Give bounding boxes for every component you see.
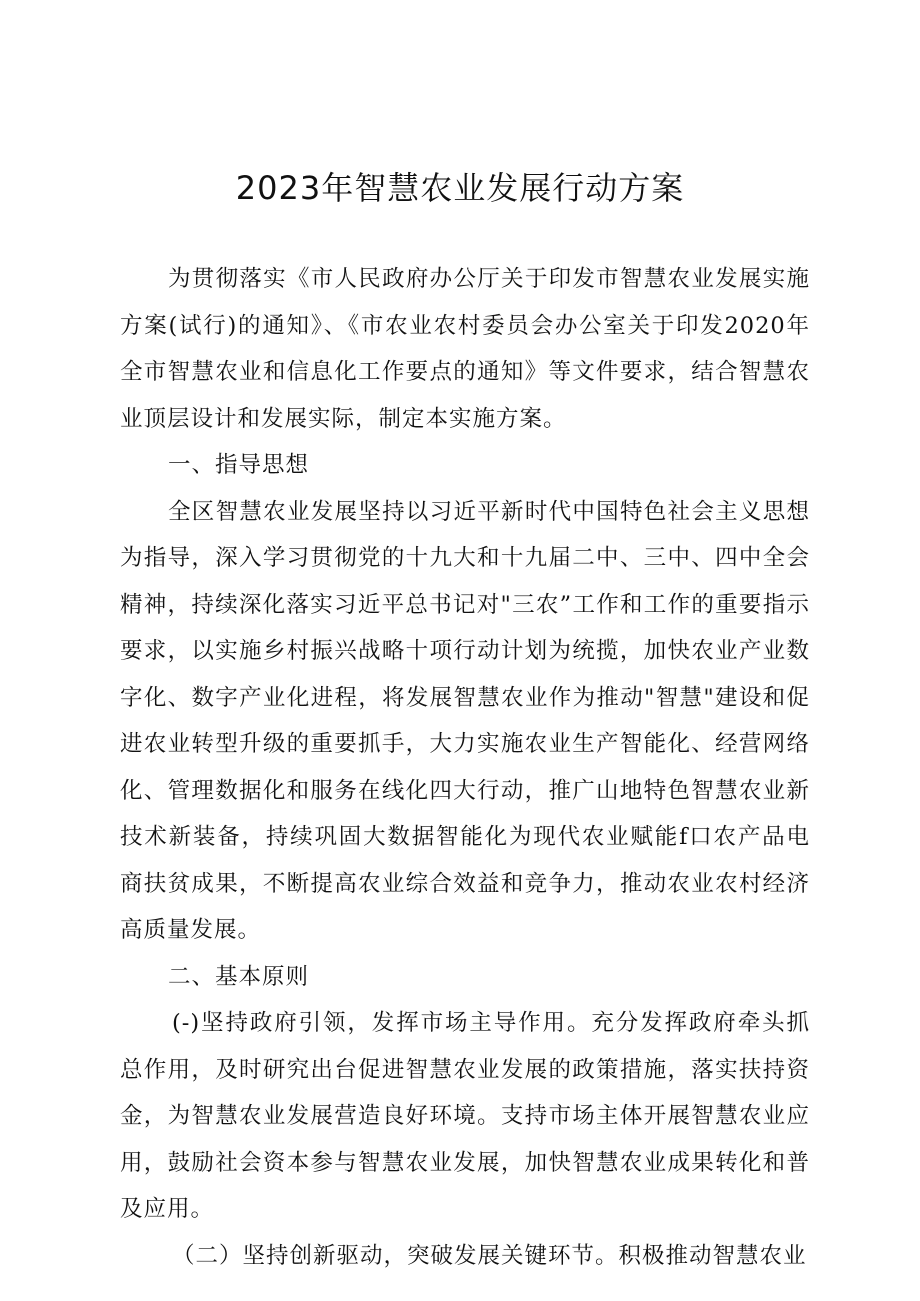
intro-paragraph: 为贯彻落实《市人民政府办公厅关于印发市智慧农业发展实施方案(试行)的通知》、《市农业农村委员会办公室关于印发2020年全市智慧农业和信息化工作要点的通知》等文件要求，结合智慧农业顶层设计和发展实际，制定本实施方案。: [120, 266, 810, 432]
guiding-thought-paragraph: 全区智慧农业发展坚持以习近平新时代中国特色社会主义思想为指导，深入学习贯彻党的十九大和十九届二中、三中、四中全会精神，持续深化落实习近平总书记对"三农”工作和工作的重要指示要求，以实施乡村振兴战略十项行动计划为统揽，加快农业产业数字化、数字产业化进程，将发展智慧农业作为推动"智慧"建设和促进农业转型升级的重要抓手，大力实施农业生产智能化、经营网络化、管理数据化和服务在线化四大行动，推广山地特色智慧农业新技术新装备，持续巩固大数据智能化为现代农业赋能f口农产品电商扶贫成果，不断提高农业综合效益和竞争力，推动农业农村经济高质量发展。: [120, 498, 810, 943]
principle-item-2: （二）坚持创新驱动，突破发展关键环节。积极推动智慧农业: [172, 1242, 807, 1269]
section-heading-guiding-thought: 一、指导思想: [168, 452, 310, 478]
document-body: [120, 256, 810, 1279]
principle-item-1: (-)坚持政府引领，发挥市场主导作用。充分发挥政府牵头抓总作用，及时研究出台促进智慧农业发展的政策措施，落实扶持资金，为智慧农业发展营造良好环境。支持市场主体开展智慧农业应用，鼓励社会资本参与智慧农业发展，加快智慧农业成果转化和普及应用。: [120, 1010, 810, 1222]
section-heading-basic-principles: 二、基本原则: [168, 963, 310, 990]
document-title: 2023年智慧农业发展行动方案: [235, 169, 685, 207]
